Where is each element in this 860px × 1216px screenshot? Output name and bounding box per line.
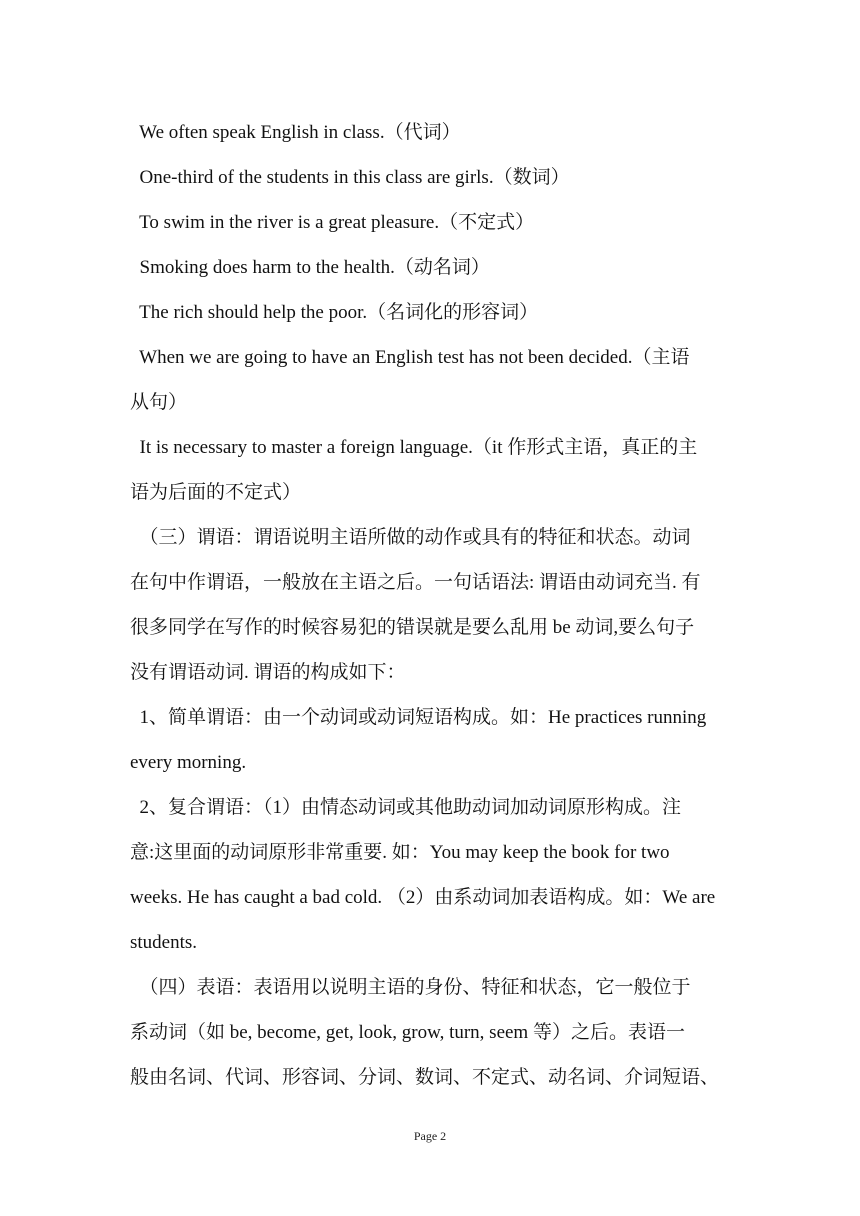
page-content [130, 110, 730, 1100]
text-line: 意:这里面的动词原形非常重要. 如：You may keep the book for two [130, 842, 670, 863]
text-line: 般由名词、代词、形容词、分词、数词、不定式、动名词、介词短语、 [130, 1067, 720, 1088]
text-line: 1、简单谓语：由一个动词或动词短语构成。如：He practices running [130, 707, 707, 728]
text-line: One-third of the students in this class are girls.（数词） [130, 167, 570, 188]
text-line: 在句中作谓语，一般放在主语之后。一句话语法: 谓语由动词充当. 有 [130, 572, 701, 593]
text-line: 2、复合谓语：（1）由情态动词或其他助动词加动词原形构成。注 [130, 797, 682, 818]
text-line: It is necessary to master a foreign language.（it 作形式主语，真正的主 [130, 437, 698, 458]
text-line: The rich should help the poor.（名词化的形容词） [130, 302, 539, 323]
text-line: Smoking does harm to the health.（动名词） [130, 257, 490, 278]
text-line: students. [130, 932, 198, 953]
text-line: 从句） [130, 392, 188, 413]
text-line: To swim in the river is a great pleasure.（不定式） [130, 212, 535, 233]
text-line: We often speak English in class.（代词） [130, 122, 461, 143]
page-number: Page 2 [413, 1129, 447, 1143]
text-line: （四）表语：表语用以说明主语的身份、特征和状态，它一般位于 [130, 977, 691, 998]
text-line: （三）谓语：谓语说明主语所做的动作或具有的特征和状态。动词 [130, 527, 691, 548]
text-line: When we are going to have an English test has not been decided.（主语 [130, 347, 690, 368]
text-line: 语为后面的不定式） [130, 482, 302, 503]
text-line: 很多同学在写作的时候容易犯的错误就是要么乱用 be 动词,要么句子 [130, 617, 695, 638]
text-line: 系动词（如 be, become, get, look, grow, turn, seem 等）之后。表语一 [130, 1022, 685, 1043]
text-line: weeks. He has caught a bad cold. （2）由系动词加表语构成。如：We are [130, 887, 716, 908]
text-line: every morning. [130, 752, 247, 773]
text-line: 没有谓语动词. 谓语的构成如下： [130, 662, 406, 683]
